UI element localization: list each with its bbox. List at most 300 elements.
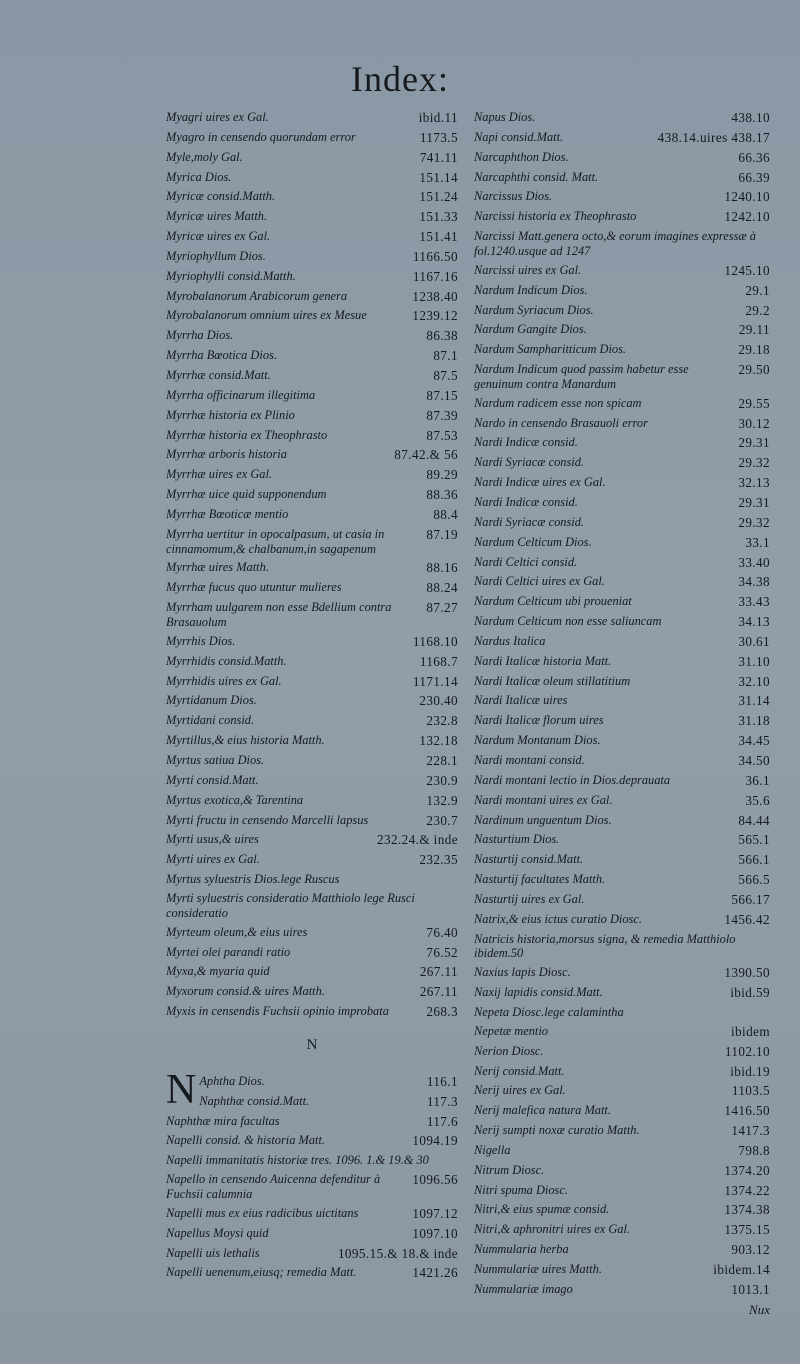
index-entry xyxy=(474,1183,770,1199)
entry-term: Myrti usus,& uires xyxy=(166,832,259,847)
entry-term: Narcissus Dios. xyxy=(474,189,553,204)
entry-term: Nardum Syriacum Dios. xyxy=(474,302,594,317)
index-entry xyxy=(474,189,770,205)
index-entry xyxy=(166,189,458,205)
entry-term: Myrrham uulgarem non esse Bdellium contra Brasauolum xyxy=(166,600,392,630)
index-entry xyxy=(474,283,770,299)
entry-term: Narcissi historia ex Theophrasto xyxy=(474,209,637,224)
entry-term: Nerij uires ex Gal. xyxy=(474,1083,566,1098)
index-entry xyxy=(474,322,770,338)
entry-term: Nardi Italicæ historia Matt. xyxy=(474,653,612,668)
entry-term: Myxorum consid.& uires Matth. xyxy=(166,984,325,999)
entry-page-ref: 151.14 xyxy=(419,169,458,185)
entry-term: Myrti fructu in censendo Marcelli lapsus xyxy=(166,812,369,827)
entry-page-ref: 1417.3 xyxy=(731,1123,770,1139)
entry-page-ref: 35.6 xyxy=(745,792,770,808)
entry-term: Nardi montani uires ex Gal. xyxy=(474,792,613,807)
index-entry xyxy=(474,985,770,1001)
index-entry xyxy=(474,654,770,670)
entry-page-ref: 1390.50 xyxy=(724,965,770,981)
index-entry xyxy=(199,1074,458,1090)
entry-page-ref: 1168.10 xyxy=(412,633,458,649)
entry-term: Nardum radicem esse non spicam xyxy=(474,395,642,410)
index-entry xyxy=(166,308,458,324)
entry-term: Myxis in censendis Fuchsii opinio improbata xyxy=(166,1004,389,1019)
entry-term: Myricæ consid.Matth. xyxy=(166,189,276,204)
entry-term: Myrrha Dios. xyxy=(166,328,234,343)
entry-term: Nasturtij consid.Matt. xyxy=(474,852,584,867)
entry-term: Myrrhidis uires ex Gal. xyxy=(166,673,282,688)
page-title: Index: xyxy=(351,59,449,99)
entry-page-ref: 29.32 xyxy=(738,514,770,530)
entry-page-ref: 1166.50 xyxy=(412,248,458,264)
entry-page-ref: 32.10 xyxy=(738,673,770,689)
index-entry xyxy=(474,1103,770,1119)
entry-term: Napus Dios. xyxy=(474,110,536,124)
index-entry xyxy=(474,1064,770,1080)
entry-page-ref: 29.31 xyxy=(738,495,770,510)
entry-term: Napello in censendo Auicenna defenditur à Fuchsii calumnia xyxy=(166,1172,381,1201)
index-entry xyxy=(166,693,458,709)
entry-page-ref: 87.5 xyxy=(433,367,458,383)
entry-term: Nitri spuma Diosc. xyxy=(474,1182,568,1197)
entry-page-ref: ibidem.14 xyxy=(713,1262,770,1277)
entry-term: Nardum Gangite Dios. xyxy=(474,322,587,337)
index-entry xyxy=(166,832,458,848)
entry-page-ref: 88.36 xyxy=(426,487,458,503)
index-entry xyxy=(166,891,458,921)
entry-page-ref: ibid.19 xyxy=(730,1063,770,1079)
index-entry xyxy=(474,733,770,749)
entry-page-ref: 1013.1 xyxy=(731,1281,770,1297)
index-entry xyxy=(166,1004,458,1020)
entry-term: Naxij lapidis consid.Matt. xyxy=(474,985,603,1000)
entry-term: Nerij consid.Matt. xyxy=(474,1063,565,1078)
entry-term: Myrrhæ uires Matth. xyxy=(166,560,269,575)
entry-page-ref: 132.9 xyxy=(426,792,458,808)
index-entry xyxy=(166,467,458,483)
entry-term: Myrtus satiua Dios. xyxy=(166,752,265,767)
index-entry xyxy=(166,945,458,961)
index-entry xyxy=(166,813,458,829)
entry-page-ref: 566.1 xyxy=(738,852,770,868)
entry-page-ref: 903.12 xyxy=(731,1242,770,1258)
entry-page-ref: 1097.10 xyxy=(412,1225,458,1241)
index-entry xyxy=(166,249,458,265)
index-entry xyxy=(474,263,770,279)
entry-page-ref: 32.13 xyxy=(738,475,770,491)
entry-page-ref: 1238.40 xyxy=(412,288,458,304)
entry-page-ref: 151.33 xyxy=(419,209,458,225)
entry-page-ref: 267.11 xyxy=(419,964,458,980)
section-letter-heading: N xyxy=(306,1036,318,1053)
entry-term: Myagri uires ex Gal. xyxy=(166,110,269,124)
entry-page-ref: 29.55 xyxy=(738,395,770,411)
entry-page-ref: 1456.42 xyxy=(724,911,770,927)
entry-term: Nigella xyxy=(474,1142,511,1157)
entry-page-ref: ibid.11 xyxy=(418,110,458,125)
index-entry xyxy=(474,495,770,511)
entry-term: Nerion Diosc. xyxy=(474,1043,544,1058)
entry-page-ref: 88.4 xyxy=(433,506,458,522)
entry-page-ref: 89.29 xyxy=(426,467,458,483)
index-entry xyxy=(166,1133,458,1149)
index-entry xyxy=(166,852,458,868)
entry-term: Narcaphthi consid. Matt. xyxy=(474,169,599,184)
index-entry xyxy=(166,1153,458,1168)
index-entry xyxy=(474,614,770,630)
index-entry xyxy=(474,362,770,392)
index-entry xyxy=(474,912,770,928)
entry-page-ref: 36.1 xyxy=(745,772,770,788)
index-entry xyxy=(474,693,770,709)
index-entry xyxy=(474,455,770,471)
entry-page-ref: 1242.10 xyxy=(724,209,770,225)
entry-page-ref: 76.40 xyxy=(426,924,458,940)
index-entry xyxy=(166,328,458,344)
index-entry xyxy=(474,435,770,451)
index-entry xyxy=(474,634,770,650)
entry-page-ref: 87.19 xyxy=(426,526,458,542)
entry-term: Myrrhæ uires ex Gal. xyxy=(166,467,272,482)
entry-page-ref: 1240.10 xyxy=(724,189,770,205)
index-entry xyxy=(166,1172,458,1202)
entry-term: Nardum Indicum quod passim habetur esse genuinum contra Manardum xyxy=(474,362,689,391)
entry-term: Nasturtium Dios. xyxy=(474,832,560,847)
entry-page-ref: 66.39 xyxy=(738,169,770,185)
entry-page-ref: 1096.56 xyxy=(412,1172,458,1188)
entry-term: Nardi Celtici consid. xyxy=(474,554,578,569)
entry-term: Nardi Indicæ consid. xyxy=(474,495,578,509)
entry-page-ref: 88.24 xyxy=(426,580,458,596)
index-entry xyxy=(166,269,458,285)
index-entry xyxy=(474,1202,770,1218)
index-entry xyxy=(166,1114,458,1130)
entry-term: Myrrhæ Bœoticæ mentio xyxy=(166,506,289,521)
index-entry xyxy=(199,1094,458,1110)
entry-page-ref: 30.12 xyxy=(738,415,770,431)
entry-page-ref: 33.43 xyxy=(738,594,770,610)
index-entry xyxy=(166,674,458,690)
entry-page-ref: 230.40 xyxy=(419,693,458,709)
index-entry xyxy=(474,1262,770,1278)
index-entry xyxy=(166,580,458,596)
entry-term: Napellus Moysi quid xyxy=(166,1225,269,1240)
entry-page-ref: 1245.10 xyxy=(724,262,770,278)
entry-term: Myricæ uires Matth. xyxy=(166,209,268,224)
index-entry xyxy=(166,348,458,364)
entry-term: Myrrhæ arboris historia xyxy=(166,447,287,462)
entry-term: Myrobalanorum Arabicorum genera xyxy=(166,288,348,303)
index-entry xyxy=(166,1226,458,1242)
entry-term: Nardi Italicæ uires xyxy=(474,693,568,708)
entry-page-ref: 84.44 xyxy=(738,812,770,828)
entry-page-ref: 29.32 xyxy=(738,455,770,471)
entry-term: Myle,moly Gal. xyxy=(166,149,243,164)
entry-term: Napelli uenenum,eiusq; remedia Matt. xyxy=(166,1265,357,1280)
index-entry xyxy=(166,229,458,245)
entry-term: Napelli consid. & historia Matt. xyxy=(166,1133,326,1148)
entry-term: Myagro in censendo quorundam error xyxy=(166,129,356,144)
entry-page-ref: 151.24 xyxy=(419,189,458,205)
entry-term: Nasturtij facultates Matth. xyxy=(474,872,606,887)
entry-term: Napi consid.Matt. xyxy=(474,129,564,144)
entry-term: Nardi Indicæ uires ex Gal. xyxy=(474,475,606,490)
index-entry xyxy=(474,813,770,829)
entry-term: Myrrha officinarum illegitima xyxy=(166,387,316,402)
entry-page-ref: 566.5 xyxy=(738,872,770,888)
entry-term: Natricis historia,morsus signa, & remedia Matthiolo ibidem.50 xyxy=(474,931,736,961)
entry-page-ref: 1102.10 xyxy=(724,1043,770,1059)
entry-term: Myriophylli consid.Matth. xyxy=(166,268,296,283)
entry-page-ref: 33.40 xyxy=(738,554,770,570)
entry-term: Nardum Celticum Dios. xyxy=(474,534,592,549)
index-entry xyxy=(474,130,770,146)
entry-page-ref: 29.2 xyxy=(745,302,770,318)
index-entry xyxy=(166,487,458,503)
index-entry xyxy=(474,229,770,259)
entry-term: Myrrha Bœotica Dios. xyxy=(166,348,277,363)
entry-page-ref: 1239.12 xyxy=(412,308,458,324)
index-entry xyxy=(166,209,458,225)
entry-term: Myxa,& myaria quid xyxy=(166,964,270,979)
entry-term: Nardi Italicæ florum uires xyxy=(474,713,604,728)
entry-page-ref: 87.1 xyxy=(433,348,458,364)
entry-page-ref: 232.35 xyxy=(419,852,458,868)
entry-page-ref: 230.7 xyxy=(426,812,458,828)
entry-term: Narcaphthon Dios. xyxy=(474,149,569,164)
entry-page-ref: 1416.50 xyxy=(724,1103,770,1119)
entry-page-ref: 34.45 xyxy=(738,733,770,749)
index-entry xyxy=(166,170,458,186)
entry-page-ref: 33.1 xyxy=(745,534,770,550)
index-entry xyxy=(474,793,770,809)
entry-term: Nummularia herba xyxy=(474,1242,569,1257)
entry-page-ref: 228.1 xyxy=(426,752,458,768)
entry-term: Myricæ uires ex Gal. xyxy=(166,229,271,244)
entry-term: Myrteum oleum,& eius uires xyxy=(166,924,308,939)
entry-page-ref: 1168.7 xyxy=(419,653,458,669)
entry-term: Myrtei olei parandi ratio xyxy=(166,944,291,959)
index-entry xyxy=(474,1044,770,1060)
entry-term: Nerij malefica natura Matt. xyxy=(474,1103,611,1118)
right-column xyxy=(474,110,770,1317)
index-entry xyxy=(474,832,770,848)
entry-term: Myrobalanorum omnium uires ex Mesue xyxy=(166,308,367,323)
entry-page-ref: 1171.14 xyxy=(412,673,458,689)
entry-page-ref: 1167.16 xyxy=(412,268,458,284)
entry-term: Narcissi Matt.genera octo,& eorum imagines expressæ à fol.1240.usque ad 1247 xyxy=(474,229,756,258)
entry-term: Myrrha uertitur in opocalpasum, ut casia in cinnamomum,& chalbanum,in sagapenum xyxy=(166,526,385,556)
index-entry xyxy=(474,1143,770,1159)
entry-page-ref: 116.1 xyxy=(426,1073,458,1089)
entry-page-ref: 29.31 xyxy=(738,435,770,451)
index-entry xyxy=(474,892,770,908)
entry-page-ref: 132.18 xyxy=(419,733,458,749)
index-entry xyxy=(474,1242,770,1258)
index-entry xyxy=(474,170,770,186)
entry-term: Myrti syluestris consideratio Matthiolo lege Rusci consideratio xyxy=(166,890,415,920)
entry-term: Naphthæ mira facultas xyxy=(166,1113,280,1128)
entry-term: Nardi Syriacæ consid. xyxy=(474,514,585,529)
index-entry xyxy=(474,713,770,729)
entry-page-ref: 87.15 xyxy=(426,387,458,403)
entry-term: Nardum Celticum non esse saliuncam xyxy=(474,614,662,629)
entry-page-ref: 87.27 xyxy=(426,600,458,616)
entry-term: Nummulariæ imago xyxy=(474,1281,573,1296)
entry-page-ref: 34.38 xyxy=(738,574,770,590)
entry-term: Napelli immanitatis historiæ tres. 1096. 1.& 19.& 30 xyxy=(166,1153,429,1168)
entry-page-ref: 30.61 xyxy=(738,633,770,649)
section-n-entries xyxy=(166,1066,458,1281)
index-entry xyxy=(166,984,458,1000)
index-entry xyxy=(474,1282,770,1298)
entry-term: Natrix,& eius ictus curatio Diosc. xyxy=(474,911,642,926)
index-entry xyxy=(474,515,770,531)
entry-term: Nardi montani consid. xyxy=(474,752,585,767)
entry-page-ref: 566.17 xyxy=(731,891,770,907)
entry-page-ref: 31.18 xyxy=(738,713,770,729)
entry-page-ref: 29.50 xyxy=(738,362,770,378)
entry-page-ref: ibid.59 xyxy=(730,985,770,1001)
entry-term: Nepetæ mentio xyxy=(474,1023,548,1038)
index-entry xyxy=(474,932,770,962)
index-entry xyxy=(166,507,458,523)
entry-page-ref: 29.11 xyxy=(738,322,770,338)
entry-term: Nardi montani lectio in Dios.deprauata xyxy=(474,772,671,787)
entry-page-ref: 34.13 xyxy=(738,614,770,630)
entry-page-ref: 29.1 xyxy=(745,282,770,298)
entry-term: Nardum Indicum Dios. xyxy=(474,282,588,297)
index-entry xyxy=(474,594,770,610)
left-column xyxy=(166,110,458,1285)
entry-term: Nitri,& aphronitri uires ex Gal. xyxy=(474,1222,631,1237)
index-entry xyxy=(474,872,770,888)
index-entry xyxy=(166,130,458,146)
index-entry xyxy=(474,209,770,225)
index-entry xyxy=(166,773,458,789)
entry-page-ref: 87.53 xyxy=(426,427,458,443)
entry-term: Myrrhidis consid.Matth. xyxy=(166,653,287,668)
entry-page-ref: 565.1 xyxy=(738,832,770,848)
index-entry xyxy=(166,560,458,576)
index-entry xyxy=(474,150,770,166)
index-entry xyxy=(166,1206,458,1222)
index-entry xyxy=(166,289,458,305)
entry-page-ref: 1097.12 xyxy=(412,1205,458,1221)
index-entry xyxy=(474,1123,770,1139)
entry-term: Nardi Italicæ oleum stillatitium xyxy=(474,673,631,688)
entry-term: Myriophyllum Dios. xyxy=(166,248,266,263)
index-entry xyxy=(474,965,770,981)
entry-term: Myrtus exotica,& Tarentina xyxy=(166,792,304,807)
index-entry xyxy=(474,1024,770,1040)
entry-term: Napelli mus ex eius radicibus uictitans xyxy=(166,1205,359,1220)
index-entry xyxy=(166,600,458,630)
entry-page-ref: 1374.38 xyxy=(724,1202,770,1218)
entry-page-ref: 31.10 xyxy=(738,653,770,669)
entry-page-ref: 1103.5 xyxy=(731,1083,770,1099)
entry-term: Nardum Celticum ubi proueniat xyxy=(474,594,632,609)
index-entry xyxy=(474,475,770,491)
entry-term: Naxius lapis Diosc. xyxy=(474,965,571,980)
entry-term: Myrtus syluestris Dios.lege Ruscus xyxy=(166,872,340,887)
entry-page-ref: 66.36 xyxy=(738,149,770,165)
index-entry xyxy=(166,1265,458,1281)
entry-term: Nummulariæ uires Matth. xyxy=(474,1262,602,1276)
index-entry xyxy=(166,793,458,809)
entry-term: Myrrhæ historia ex Theophrasto xyxy=(166,427,328,442)
index-entry xyxy=(166,654,458,670)
index-entry xyxy=(166,150,458,166)
index-entry xyxy=(166,964,458,980)
index-entry xyxy=(166,925,458,941)
index-entry xyxy=(474,396,770,412)
entry-page-ref: 438.10 xyxy=(731,110,770,125)
entry-term: Nardo in censendo Brasauoli error xyxy=(474,415,648,430)
entry-page-ref: 29.18 xyxy=(738,342,770,358)
entry-term: Nitrum Diosc. xyxy=(474,1162,545,1177)
entry-page-ref: 1094.19 xyxy=(412,1133,458,1149)
entry-term: Nardus Italica xyxy=(474,633,546,648)
index-entry xyxy=(474,1083,770,1099)
index-entry xyxy=(474,852,770,868)
entry-page-ref: 76.52 xyxy=(426,944,458,960)
entry-term: Nardi Syriacæ consid. xyxy=(474,455,585,470)
entry-page-ref: 232.24.& inde xyxy=(376,832,458,848)
entry-page-ref: 1173.5 xyxy=(419,129,458,145)
index-entry xyxy=(166,110,458,126)
entry-page-ref: 1375.15 xyxy=(724,1222,770,1238)
entry-term: Nardi Indicæ consid. xyxy=(474,435,578,450)
entry-page-ref: 1095.15.& 18.& inde xyxy=(337,1245,458,1261)
index-entry xyxy=(474,535,770,551)
entry-page-ref: 117.6 xyxy=(426,1113,458,1129)
entry-page-ref: ibidem xyxy=(730,1023,770,1039)
index-entry xyxy=(166,447,458,463)
entry-term: Nitri,& eius spumæ consid. xyxy=(474,1202,610,1217)
entry-page-ref: 151.41 xyxy=(419,229,458,245)
entry-term: Myrrhæ consid.Matt. xyxy=(166,367,271,382)
entry-term: Myrtidanum Dios. xyxy=(166,693,257,708)
index-entry xyxy=(474,753,770,769)
index-entry xyxy=(474,342,770,358)
entry-term: Myrrhæ uice quid supponendum xyxy=(166,487,327,502)
index-entry xyxy=(166,1246,458,1262)
entry-term: Nardinum unguentum Dios. xyxy=(474,812,612,827)
index-entry xyxy=(474,416,770,432)
index-entry xyxy=(474,1005,770,1020)
index-entry xyxy=(166,733,458,749)
entry-page-ref: 31.14 xyxy=(738,693,770,709)
entry-page-ref: 86.38 xyxy=(426,328,458,344)
index-entry xyxy=(166,428,458,444)
entry-term: Myrrhæ historia ex Plinio xyxy=(166,407,295,422)
index-entry xyxy=(166,527,458,557)
index-entry xyxy=(474,574,770,590)
catchword: Nux xyxy=(749,1301,770,1317)
entry-term: Myrtillus,& eius historia Matth. xyxy=(166,733,325,748)
entry-term: Nardi Celtici uires ex Gal. xyxy=(474,574,605,589)
entry-page-ref: 88.16 xyxy=(426,560,458,576)
entry-page-ref: 87.39 xyxy=(426,407,458,423)
entry-term: Napelli uis lethalis xyxy=(166,1245,260,1260)
entry-page-ref: 87.42.& 56 xyxy=(394,447,458,463)
entry-page-ref: 230.9 xyxy=(426,772,458,788)
index-entry xyxy=(166,368,458,384)
entry-term: Nepeta Diosc.lege calamintha xyxy=(474,1005,624,1019)
entry-term: Myrrhæ fucus quo utuntur mulieres xyxy=(166,580,342,595)
